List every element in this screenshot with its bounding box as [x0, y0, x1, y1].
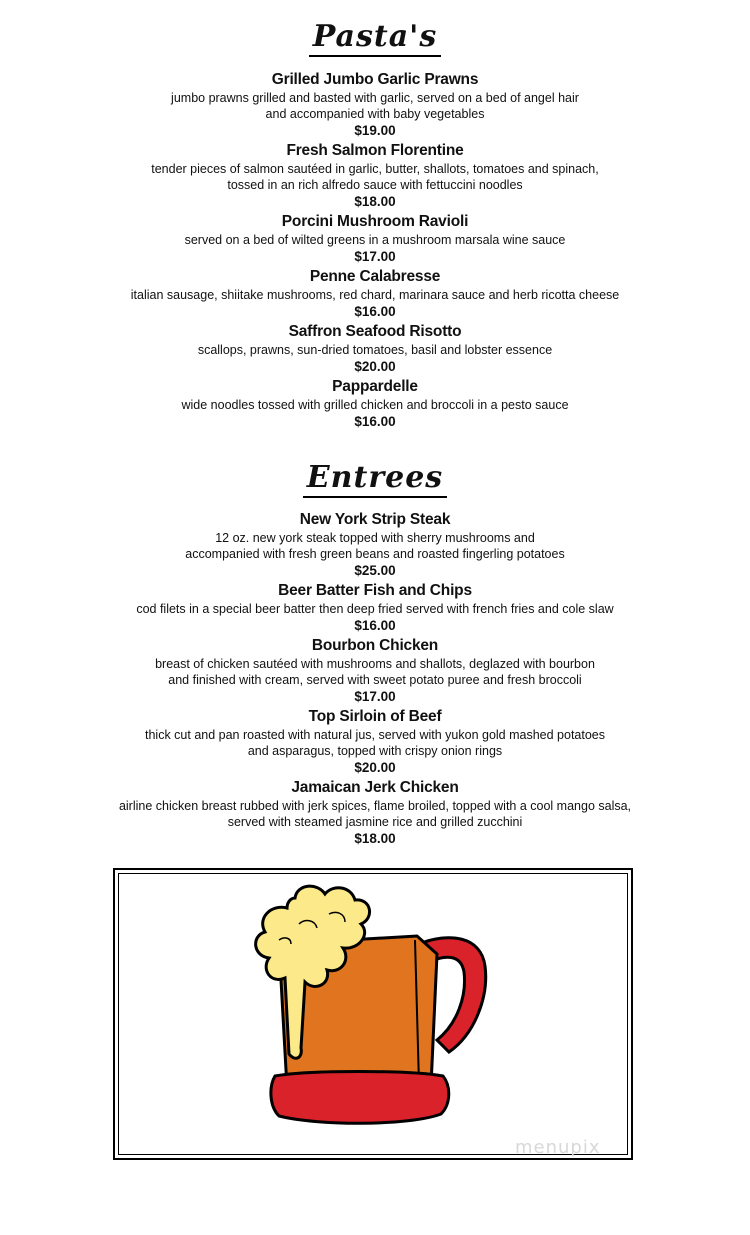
item-description: and asparagus, topped with crispy onion rings [247, 744, 503, 758]
item-name: Saffron Seafood Risotto [288, 323, 462, 340]
item-price: $17.00 [354, 249, 396, 264]
watermark-text: menupix [515, 1137, 601, 1158]
item-price: $17.00 [354, 689, 396, 704]
item-name: New York Strip Steak [299, 511, 451, 528]
item-price: $16.00 [354, 618, 396, 633]
item-description: and finished with cream, served with sweet potato puree and fresh broccoli [168, 673, 582, 687]
item-description: jumbo prawns grilled and basted with garlic, served on a bed of angel hair [171, 91, 579, 105]
illustration-inner-border [118, 873, 628, 1155]
menu-item [0, 581, 750, 634]
item-price: $25.00 [354, 563, 396, 578]
item-name: Fresh Salmon Florentine [286, 142, 464, 159]
item-description: airline chicken breast rubbed with jerk spices, flame broiled, topped with a cool mango salsa, [118, 799, 632, 813]
item-description: and accompanied with baby vegetables [265, 107, 485, 121]
item-price: $18.00 [354, 831, 396, 846]
item-description: served on a bed of wilted greens in a mushroom marsala wine sauce [184, 233, 566, 247]
menu-item [0, 267, 750, 320]
item-price: $16.00 [354, 414, 396, 429]
item-description: accompanied with fresh green beans and roasted fingerling potatoes [185, 547, 565, 561]
menu-item [0, 510, 750, 579]
pasta-items [0, 70, 750, 430]
menu-item [0, 70, 750, 139]
menu-item [0, 636, 750, 705]
item-name: Beer Batter Fish and Chips [278, 582, 472, 599]
item-description: served with steamed jasmine rice and grilled zucchini [227, 815, 523, 829]
pasta-section-title: Pasta's [0, 20, 750, 57]
item-description: wide noodles tossed with grilled chicken and broccoli in a pesto sauce [181, 398, 569, 412]
item-description: tender pieces of salmon sautéed in garlic, butter, shallots, tomatoes and spinach, [151, 162, 599, 176]
illustration-frame [113, 868, 633, 1160]
menu-item [0, 377, 750, 430]
item-price: $18.00 [354, 194, 396, 209]
beer-mug-icon [119, 874, 629, 1156]
item-description: scallops, prawns, sun-dried tomatoes, basil and lobster essence [197, 343, 553, 357]
item-price: $20.00 [354, 760, 396, 775]
item-description: breast of chicken sautéed with mushrooms and shallots, deglazed with bourbon [155, 657, 595, 671]
menu-item [0, 322, 750, 375]
item-price: $20.00 [354, 359, 396, 374]
menu-item [0, 778, 750, 847]
item-name: Porcini Mushroom Ravioli [281, 213, 469, 230]
mug-base [271, 1072, 449, 1124]
item-name: Penne Calabresse [309, 268, 441, 285]
entree-items [0, 510, 750, 847]
item-description: 12 oz. new york steak topped with sherry mushrooms and [215, 531, 535, 545]
item-description: cod filets in a special beer batter then deep fried served with french fries and cole slaw [136, 602, 614, 616]
item-description: tossed in an rich alfredo sauce with fettuccini noodles [227, 178, 523, 192]
item-price: $19.00 [354, 123, 396, 138]
item-name: Jamaican Jerk Chicken [291, 779, 459, 796]
entrees-section-title: Entrees [0, 461, 750, 498]
item-name: Pappardelle [332, 378, 418, 395]
item-description: italian sausage, shiitake mushrooms, red chard, marinara sauce and herb ricotta cheese [130, 288, 620, 302]
item-description: thick cut and pan roasted with natural jus, served with yukon gold mashed potatoes [145, 728, 605, 742]
item-price: $16.00 [354, 304, 396, 319]
menu-item [0, 212, 750, 265]
item-name: Bourbon Chicken [311, 637, 439, 654]
menu-item [0, 707, 750, 776]
menu-item [0, 141, 750, 210]
item-name: Top Sirloin of Beef [308, 708, 442, 725]
item-name: Grilled Jumbo Garlic Prawns [271, 71, 479, 88]
